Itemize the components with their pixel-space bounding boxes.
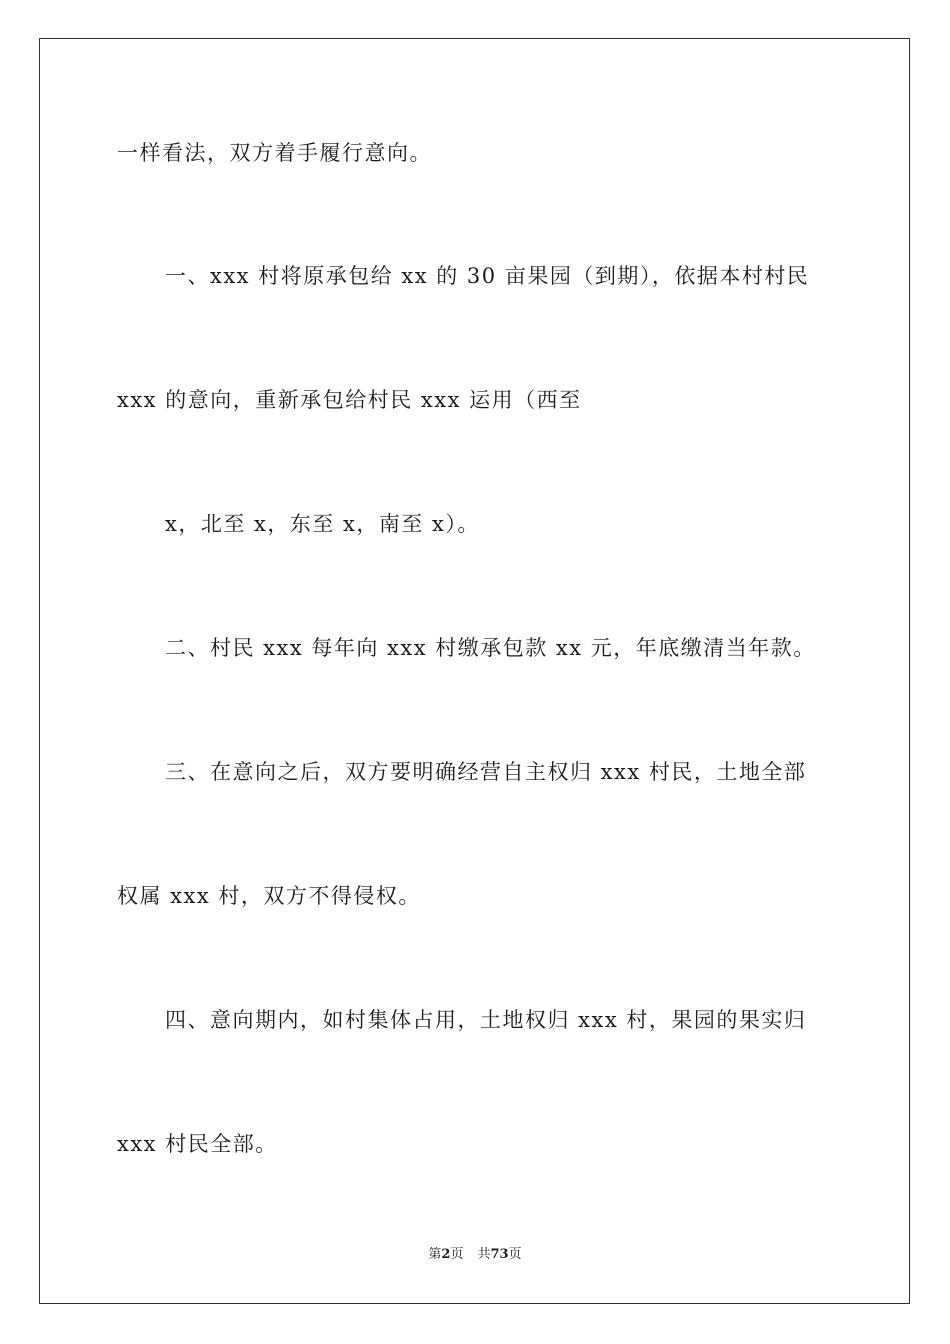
paragraph-line-9: xxx 村民全部。 (117, 1132, 278, 1156)
footer-total-prefix: 共 (477, 1247, 491, 1262)
page-footer (0, 1246, 950, 1264)
page-border (39, 38, 910, 1304)
paragraph-line-7: 权属 xxx 村，双方不得侵权。 (117, 884, 421, 908)
paragraph-line-3: xxx 的意向，重新承包给村民 xxx 运用（西至 (117, 388, 582, 412)
paragraph-line-4: x，北至 x，东至 x，南至 x）。 (165, 512, 480, 536)
footer-page-number: 2 (441, 1247, 451, 1262)
footer-total-suffix: 页 (508, 1247, 522, 1262)
footer-page-prefix: 第 (428, 1247, 442, 1262)
paragraph-line-2: 一、xxx 村将原承包给 xx 的 30 亩果园（到期），依据本村村民 (165, 264, 810, 288)
footer-page-suffix: 页 (450, 1247, 464, 1262)
paragraph-line-6: 三、在意向之后，双方要明确经营自主权归 xxx 村民，土地全部 (165, 760, 807, 784)
paragraph-line-8: 四、意向期内，如村集体占用，土地权归 xxx 村，果园的果实归 (165, 1008, 807, 1032)
paragraph-line-5: 二、村民 xxx 每年向 xxx 村缴承包款 xx 元，年底缴清当年款。 (165, 636, 816, 660)
paragraph-line-1: 一样看法，双方着手履行意向。 (117, 141, 432, 165)
footer-total-pages: 73 (490, 1247, 509, 1262)
